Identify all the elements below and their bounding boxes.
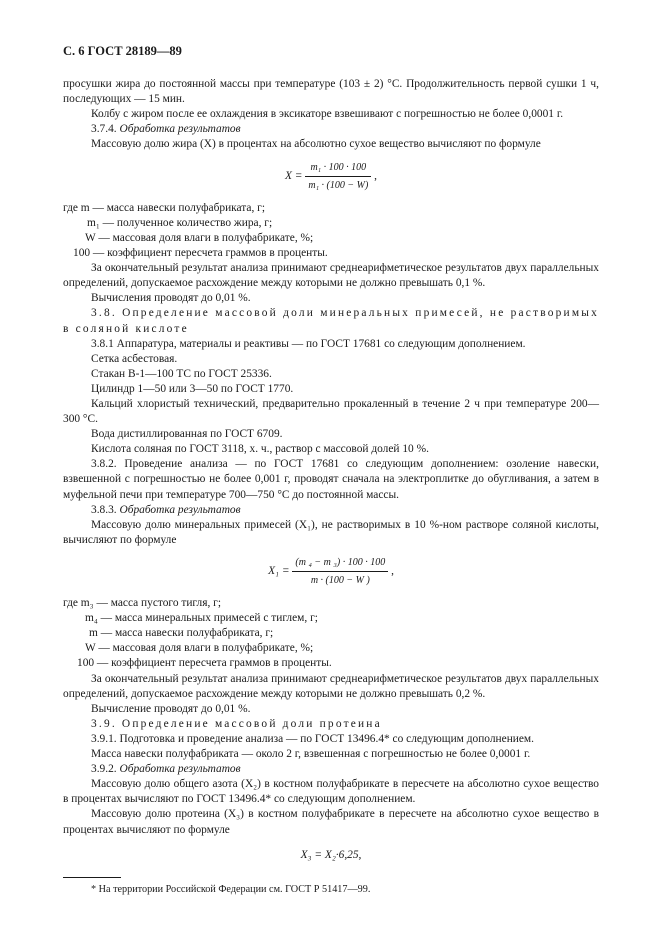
paragraph: 3.8.2. Проведение анализа — по ГОСТ 17681 со следующим дополнением: озоление навески, взвешенной с погрешностью не более 0,001 г, проводят сначала на электроплитке до обугливания, а затем в муфельной печи при температуре 700—750 °С до постоянной массы. bbox=[63, 458, 599, 501]
definition-item: W — массовая доля влаги в полуфабрикате, %; bbox=[85, 231, 314, 244]
paragraph: Вычисления проводят до 0,01 %. bbox=[91, 292, 251, 305]
definitions-list bbox=[63, 201, 599, 261]
section-heading bbox=[63, 122, 599, 137]
formula-fat bbox=[63, 160, 599, 193]
definition-item: где m₃ — масса пустого тигля, г; bbox=[63, 597, 221, 610]
formula-mineral bbox=[63, 555, 599, 588]
paragraph: Массовую долю жира (X) в процентах на абсолютно сухое вещество вычисляют по формуле bbox=[91, 138, 541, 151]
paragraph: Вычисление проводят до 0,01 %. bbox=[91, 702, 251, 715]
section-heading bbox=[63, 762, 599, 777]
formula-denominator: m · (100 − W ) bbox=[310, 575, 370, 586]
formula-numerator: m₁ · 100 · 100 bbox=[305, 160, 371, 177]
footnote: * На территории Российской Федерации см. ГОСТ Р 51417—99. bbox=[91, 883, 371, 895]
list-item: Кислота соляная по ГОСТ 3118, х. ч., раствор с массовой долей 10 %. bbox=[91, 443, 429, 456]
paragraph: Массовую долю минеральных примесей (X₁), не растворимых в 10 %-ном растворе соляной кислоты, вычисляют по формуле bbox=[63, 518, 599, 546]
paragraph: За окончательный результат анализа принимают среднеарифметическое результатов двух параллельных определений, допускаемое расхождение между которыми не должно превышать 0,2 %. bbox=[63, 672, 599, 700]
list-item: Вода дистиллированная по ГОСТ 6709. bbox=[91, 428, 283, 441]
paragraph: Масса навески полуфабриката — около 2 г, взвешенная с погрешностью не более 0,0001 г. bbox=[91, 748, 531, 761]
definition-item: 100 — коэффициент пересчета граммов в проценты. bbox=[73, 247, 328, 260]
list-item: Сетка асбестовая. bbox=[91, 352, 178, 365]
formula-numerator: (m ₄ − m ₃) · 100 · 100 bbox=[292, 555, 388, 572]
paragraph: 3.8.1 Аппаратура, материалы и реактивы — по ГОСТ 17681 со следующим дополнением. bbox=[91, 337, 526, 350]
formula-fraction bbox=[305, 160, 371, 193]
section-number: 3.8.3. bbox=[91, 503, 117, 516]
footnote-divider bbox=[63, 877, 121, 878]
formula-tail: , bbox=[374, 169, 377, 182]
definitions-list bbox=[63, 596, 599, 671]
section-heading: 3.8. Определение массовой доли минеральных примесей, не растворимых в соляной кислоте bbox=[63, 307, 599, 335]
list-item: Кальций хлористый технический, предварительно прокаленный в течение 2 ч при температуре 200—300 °С. bbox=[63, 397, 599, 426]
formula-protein: X₃ = X₂·6,25, bbox=[300, 848, 362, 861]
page-header: С. 6 ГОСТ 28189—89 bbox=[63, 44, 182, 58]
paragraph: Массовую долю протеина (X₃) в костном полуфабрикате в пересчете на абсолютно сухое вещество в процентах вычисляют по формуле bbox=[63, 808, 599, 836]
paragraph: 3.9.1. Подготовка и проведение анализа — по ГОСТ 13496.4* со следующим дополнением. bbox=[91, 732, 534, 745]
section-title: Обработка результатов bbox=[119, 123, 241, 136]
formula-lhs: X₁ = bbox=[268, 564, 290, 577]
section-heading: 3.9. Определение массовой доли протеина bbox=[91, 717, 382, 730]
document-page bbox=[63, 44, 599, 897]
section-number: 3.7.4. bbox=[91, 123, 117, 136]
definition-item: где m — масса навески полуфабриката, г; bbox=[63, 201, 266, 214]
formula-lhs: X = bbox=[284, 169, 303, 182]
section-number: 3.9.2. bbox=[91, 763, 117, 776]
list-item: Цилиндр 1—50 или 3—50 по ГОСТ 1770. bbox=[91, 382, 294, 395]
definition-item: m — масса навески полуфабриката, г; bbox=[89, 627, 274, 640]
definition-item: m₄ — масса минеральных примесей с тиглем, г; bbox=[85, 612, 318, 625]
section-title: Обработка результатов bbox=[119, 763, 241, 776]
definition-item: m₁ — полученное количество жира, г; bbox=[87, 216, 273, 229]
section-heading bbox=[63, 503, 599, 518]
formula-tail: , bbox=[391, 564, 394, 577]
paragraph: Колбу с жиром после ее охлаждения в эксикаторе взвешивают с погрешностью не более 0,0001 г. bbox=[91, 108, 564, 121]
formula-denominator: m₁ · (100 − W) bbox=[308, 179, 369, 191]
definition-item: W — массовая доля влаги в полуфабрикате, %; bbox=[85, 642, 314, 655]
definition-item: 100 — коэффициент пересчета граммов в проценты. bbox=[77, 657, 332, 670]
paragraph: просушки жира до постоянной массы при температуре (103 ± 2) °С. Продолжительность первой сушки 1 ч, последующих — 15 мин. bbox=[63, 78, 599, 106]
list-item: Стакан В-1—100 ТС по ГОСТ 25336. bbox=[91, 367, 272, 380]
paragraph: Массовую долю общего азота (X₂) в костном полуфабрикате в пересчете на абсолютно сухое вещество в процентах вычисляют по ГОСТ 13496.4* со следующим дополнением. bbox=[63, 778, 599, 806]
section-title: Обработка результатов bbox=[119, 503, 241, 516]
formula-fraction bbox=[292, 555, 388, 588]
paragraph: За окончательный результат анализа принимают среднеарифметическое результатов двух параллельных определений, допускаемое расхождение между которыми не должно превышать 0,1 %. bbox=[63, 262, 599, 290]
